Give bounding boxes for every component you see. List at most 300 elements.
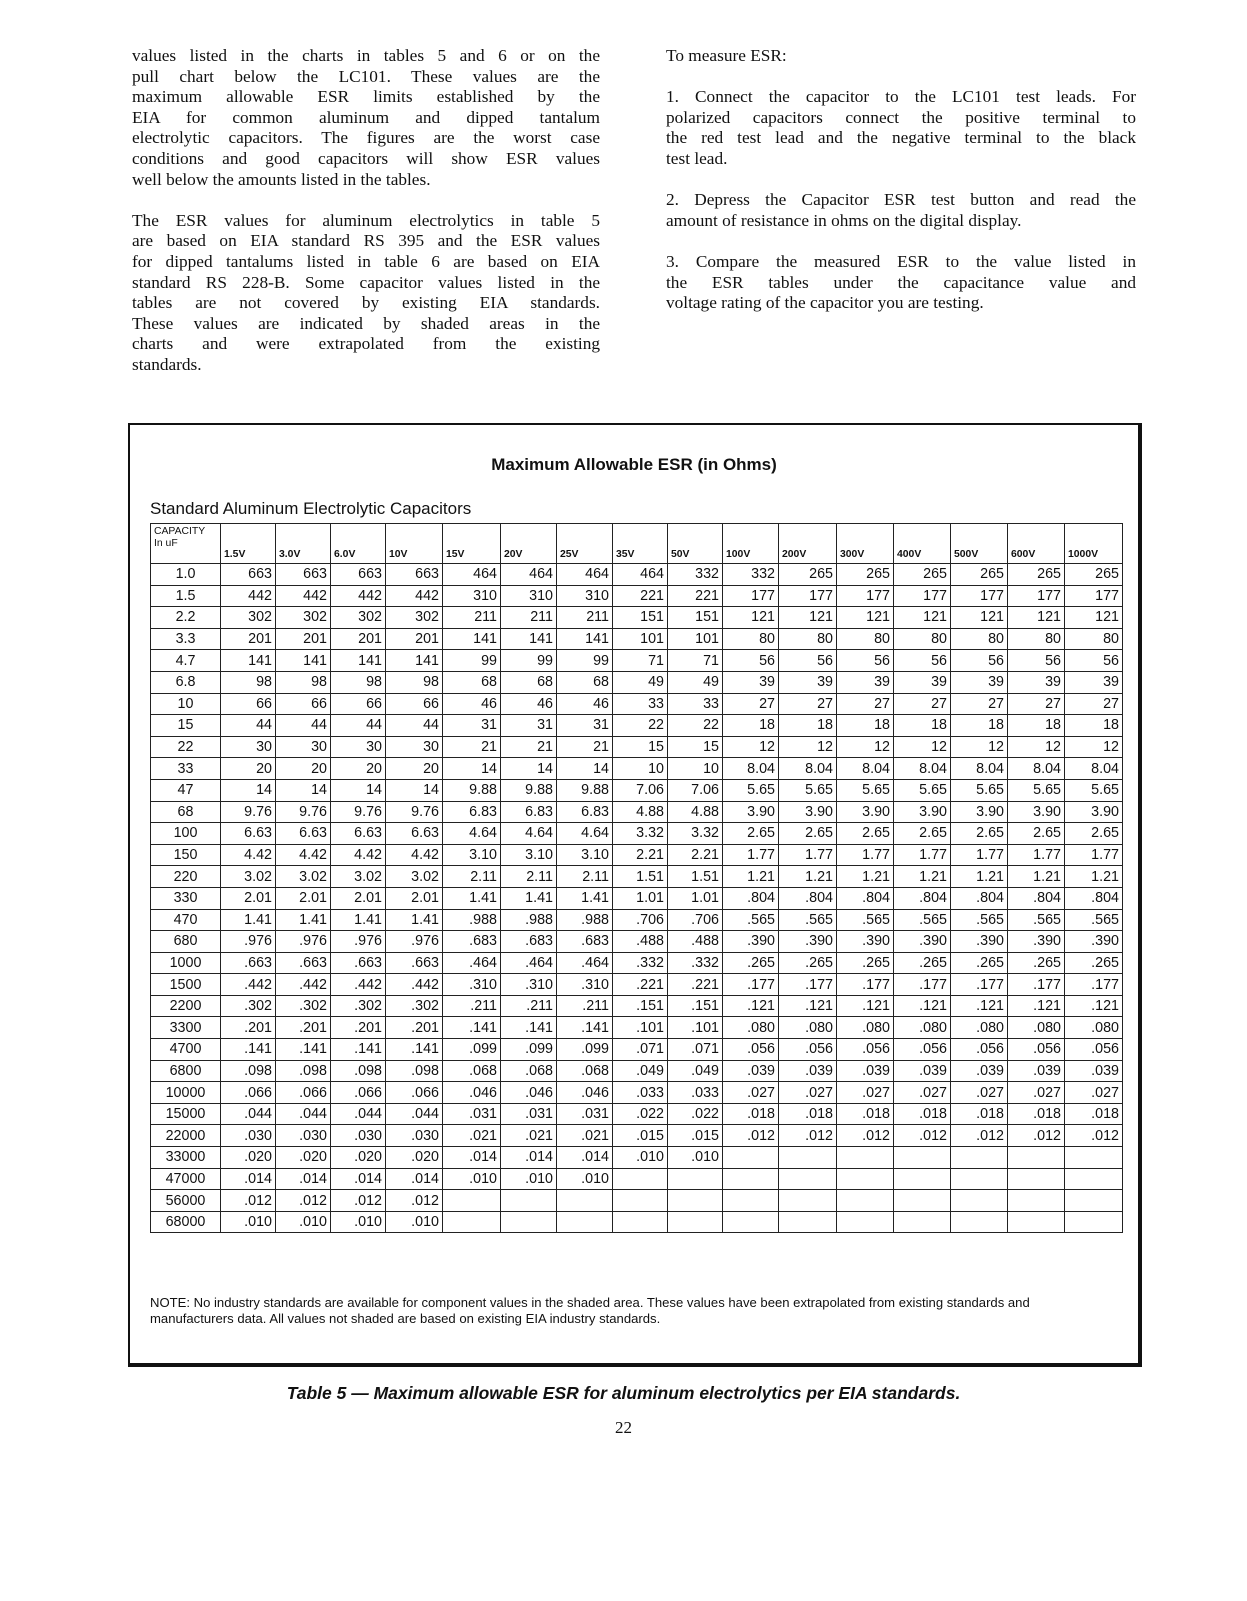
- esr-value-cell: 1.77: [951, 844, 1008, 866]
- esr-value-cell: 30: [386, 736, 443, 758]
- esr-value-cell: .012: [951, 1125, 1008, 1147]
- esr-value-cell: [668, 1211, 723, 1233]
- esr-value-cell: 9.76: [276, 801, 331, 823]
- esr-value-cell: 44: [221, 715, 276, 737]
- esr-value-cell: .010: [276, 1211, 331, 1233]
- esr-value-cell: .010: [557, 1168, 613, 1190]
- table-row: [151, 1017, 1123, 1039]
- esr-value-cell: 3.90: [1065, 801, 1123, 823]
- right-text-column: [666, 46, 1136, 334]
- esr-value-cell: .804: [779, 887, 837, 909]
- esr-value-cell: [501, 1211, 557, 1233]
- voltage-header: 6.0V: [331, 524, 386, 564]
- esr-value-cell: 39: [894, 671, 951, 693]
- esr-value-cell: .151: [668, 995, 723, 1017]
- table-row: [151, 887, 1123, 909]
- esr-value-cell: .014: [557, 1147, 613, 1169]
- esr-value-cell: 27: [1008, 693, 1065, 715]
- esr-value-cell: 14: [557, 758, 613, 780]
- text-line: voltage rating of the capacitor you are testing.: [666, 293, 984, 313]
- esr-value-cell: 27: [837, 693, 894, 715]
- esr-value-cell: 177: [951, 585, 1008, 607]
- table-row: [151, 585, 1123, 607]
- esr-value-cell: 3.02: [386, 866, 443, 888]
- text-line: pull chart below the LC101. These values are the: [132, 66, 600, 86]
- esr-value-cell: .221: [613, 974, 668, 996]
- esr-value-cell: [894, 1190, 951, 1212]
- esr-value-cell: 44: [386, 715, 443, 737]
- esr-value-cell: .039: [951, 1060, 1008, 1082]
- capacity-cell: 220: [151, 866, 221, 888]
- esr-value-cell: .080: [894, 1017, 951, 1039]
- esr-value-cell: .976: [221, 931, 276, 953]
- esr-value-cell: .390: [837, 931, 894, 953]
- esr-value-cell: .010: [613, 1147, 668, 1169]
- esr-value-cell: 99: [501, 650, 557, 672]
- capacity-cell: 10: [151, 693, 221, 715]
- esr-value-cell: 3.90: [951, 801, 1008, 823]
- esr-value-cell: .663: [276, 952, 331, 974]
- esr-value-cell: 39: [837, 671, 894, 693]
- esr-value-cell: .121: [894, 995, 951, 1017]
- esr-table-frame: [128, 423, 1142, 1367]
- esr-value-cell: .265: [723, 952, 779, 974]
- esr-value-cell: .033: [668, 1082, 723, 1104]
- esr-value-cell: 1.21: [779, 866, 837, 888]
- esr-value-cell: [443, 1190, 501, 1212]
- esr-value-cell: 71: [613, 650, 668, 672]
- table-row: [151, 823, 1123, 845]
- esr-value-cell: 3.90: [723, 801, 779, 823]
- table-row: [151, 1103, 1123, 1125]
- capacity-cell: 56000: [151, 1190, 221, 1212]
- table-row: [151, 1211, 1123, 1233]
- esr-value-cell: 66: [331, 693, 386, 715]
- esr-value-cell: 44: [276, 715, 331, 737]
- text-line: maximum allowable ESR limits established by the: [132, 87, 600, 107]
- esr-value-cell: .390: [951, 931, 1008, 953]
- table-row: [151, 671, 1123, 693]
- esr-value-cell: 141: [386, 650, 443, 672]
- esr-value-cell: [613, 1190, 668, 1212]
- esr-value-cell: 12: [1065, 736, 1123, 758]
- esr-value-cell: .056: [894, 1039, 951, 1061]
- esr-value-cell: [1008, 1190, 1065, 1212]
- esr-value-cell: .044: [276, 1103, 331, 1125]
- standards-paragraph: [132, 211, 600, 376]
- esr-value-cell: [1008, 1147, 1065, 1169]
- esr-value-cell: 7.06: [613, 779, 668, 801]
- esr-value-cell: 1.77: [1008, 844, 1065, 866]
- esr-value-cell: 201: [276, 628, 331, 650]
- esr-value-cell: .683: [443, 931, 501, 953]
- esr-value-cell: .442: [221, 974, 276, 996]
- esr-value-cell: .988: [443, 909, 501, 931]
- voltage-header: 100V: [723, 524, 779, 564]
- text-line: The ESR values for aluminum electrolytics in table 5: [132, 210, 600, 230]
- esr-value-cell: .101: [668, 1017, 723, 1039]
- text-line: conditions and good capacitors will show ESR values: [132, 148, 600, 168]
- esr-value-cell: .265: [779, 952, 837, 974]
- esr-value-cell: 98: [276, 671, 331, 693]
- esr-value-cell: .066: [276, 1082, 331, 1104]
- esr-value-cell: 39: [779, 671, 837, 693]
- esr-value-cell: .066: [386, 1082, 443, 1104]
- esr-value-cell: 1.51: [668, 866, 723, 888]
- esr-value-cell: .056: [951, 1039, 1008, 1061]
- esr-value-cell: .098: [221, 1060, 276, 1082]
- esr-value-cell: 27: [894, 693, 951, 715]
- table-row: [151, 1082, 1123, 1104]
- esr-value-cell: .464: [443, 952, 501, 974]
- esr-value-cell: .177: [894, 974, 951, 996]
- esr-value-cell: 9.76: [331, 801, 386, 823]
- esr-value-cell: .121: [837, 995, 894, 1017]
- esr-value-cell: 442: [331, 585, 386, 607]
- esr-value-cell: .211: [501, 995, 557, 1017]
- step-3: [666, 252, 1136, 314]
- esr-value-cell: 21: [557, 736, 613, 758]
- esr-value-cell: 6.63: [221, 823, 276, 845]
- esr-value-cell: 2.65: [723, 823, 779, 845]
- esr-value-cell: [894, 1168, 951, 1190]
- capacity-header-label: CAPACITY: [154, 526, 206, 537]
- esr-value-cell: 121: [1008, 607, 1065, 629]
- capacity-cell: 15: [151, 715, 221, 737]
- esr-value-cell: .071: [613, 1039, 668, 1061]
- table-row: [151, 715, 1123, 737]
- capacity-header-unit: In uF: [154, 538, 178, 549]
- esr-value-cell: .565: [951, 909, 1008, 931]
- esr-value-cell: 8.04: [723, 758, 779, 780]
- esr-value-cell: .177: [779, 974, 837, 996]
- esr-value-cell: 21: [501, 736, 557, 758]
- esr-value-cell: [894, 1211, 951, 1233]
- esr-value-cell: 7.06: [668, 779, 723, 801]
- esr-value-cell: 80: [779, 628, 837, 650]
- text-line: charts and were extrapolated from the existing: [132, 334, 600, 354]
- esr-value-cell: .022: [613, 1103, 668, 1125]
- esr-value-cell: 121: [723, 607, 779, 629]
- esr-value-cell: 27: [951, 693, 1008, 715]
- esr-value-cell: .390: [779, 931, 837, 953]
- esr-value-cell: .027: [894, 1082, 951, 1104]
- esr-value-cell: 141: [331, 650, 386, 672]
- esr-value-cell: 27: [1065, 693, 1123, 715]
- capacity-cell: 6.8: [151, 671, 221, 693]
- esr-value-cell: .804: [837, 887, 894, 909]
- esr-value-cell: .390: [1065, 931, 1123, 953]
- esr-value-cell: .056: [723, 1039, 779, 1061]
- esr-value-cell: 2.21: [668, 844, 723, 866]
- esr-value-cell: 18: [1008, 715, 1065, 737]
- esr-value-cell: [1065, 1168, 1123, 1190]
- esr-value-cell: 80: [723, 628, 779, 650]
- esr-value-cell: .488: [613, 931, 668, 953]
- esr-value-cell: .044: [331, 1103, 386, 1125]
- esr-value-cell: [1008, 1211, 1065, 1233]
- esr-value-cell: .099: [557, 1039, 613, 1061]
- esr-value-cell: 2.65: [837, 823, 894, 845]
- esr-value-cell: 2.11: [443, 866, 501, 888]
- esr-value-cell: [1008, 1168, 1065, 1190]
- table-row: [151, 758, 1123, 780]
- esr-value-cell: .039: [723, 1060, 779, 1082]
- esr-value-cell: 265: [1065, 564, 1123, 586]
- table-row: [151, 779, 1123, 801]
- esr-value-cell: [668, 1190, 723, 1212]
- esr-value-cell: .663: [331, 952, 386, 974]
- esr-value-cell: .012: [276, 1190, 331, 1212]
- esr-value-cell: [1065, 1190, 1123, 1212]
- esr-value-cell: 15: [668, 736, 723, 758]
- esr-value-cell: .015: [613, 1125, 668, 1147]
- esr-value-cell: .265: [837, 952, 894, 974]
- table-row: [151, 931, 1123, 953]
- esr-value-cell: [723, 1211, 779, 1233]
- capacity-cell: 4.7: [151, 650, 221, 672]
- esr-value-cell: 46: [443, 693, 501, 715]
- voltage-header: 200V: [779, 524, 837, 564]
- voltage-header: 50V: [668, 524, 723, 564]
- esr-value-cell: 68: [501, 671, 557, 693]
- esr-value-cell: .021: [443, 1125, 501, 1147]
- table-row: [151, 844, 1123, 866]
- esr-value-cell: 310: [557, 585, 613, 607]
- esr-value-cell: 1.41: [443, 887, 501, 909]
- esr-value-cell: .141: [221, 1039, 276, 1061]
- esr-value-cell: 1.21: [723, 866, 779, 888]
- text-line: polarized capacitors connect the positive terminal to: [666, 107, 1136, 127]
- esr-value-cell: .265: [951, 952, 1008, 974]
- esr-value-cell: .141: [276, 1039, 331, 1061]
- esr-value-cell: .071: [668, 1039, 723, 1061]
- text-line: are based on EIA standard RS 395 and the ESR values: [132, 231, 600, 251]
- esr-value-cell: 18: [723, 715, 779, 737]
- capacity-cell: 68: [151, 801, 221, 823]
- esr-value-cell: .010: [443, 1168, 501, 1190]
- esr-value-cell: .302: [331, 995, 386, 1017]
- table-row: [151, 801, 1123, 823]
- esr-value-cell: 22: [613, 715, 668, 737]
- esr-value-cell: 31: [443, 715, 501, 737]
- esr-value-cell: .177: [951, 974, 1008, 996]
- esr-value-cell: .020: [276, 1147, 331, 1169]
- esr-value-cell: .151: [613, 995, 668, 1017]
- esr-value-cell: .706: [668, 909, 723, 931]
- esr-value-cell: [951, 1147, 1008, 1169]
- esr-value-cell: 4.42: [221, 844, 276, 866]
- capacity-cell: 150: [151, 844, 221, 866]
- voltage-header: 500V: [951, 524, 1008, 564]
- capacity-cell: 3300: [151, 1017, 221, 1039]
- esr-value-cell: 141: [501, 628, 557, 650]
- esr-value-cell: 1.77: [837, 844, 894, 866]
- esr-value-cell: .141: [386, 1039, 443, 1061]
- esr-value-cell: 31: [501, 715, 557, 737]
- text-line: 2. Depress the Capacitor ESR test button and read the: [666, 190, 1136, 210]
- esr-value-cell: 10: [668, 758, 723, 780]
- esr-value-cell: 20: [386, 758, 443, 780]
- text-line: standards.: [132, 354, 202, 374]
- table-row: [151, 736, 1123, 758]
- esr-value-cell: .021: [557, 1125, 613, 1147]
- voltage-header: 25V: [557, 524, 613, 564]
- esr-value-cell: [613, 1211, 668, 1233]
- esr-value-cell: .177: [837, 974, 894, 996]
- capacity-cell: 330: [151, 887, 221, 909]
- text-line: test lead.: [666, 148, 728, 168]
- esr-value-cell: 15: [613, 736, 668, 758]
- esr-value-cell: 4.42: [276, 844, 331, 866]
- text-line: the red test lead and the negative terminal to the black: [666, 128, 1136, 148]
- table-row: [151, 1190, 1123, 1212]
- esr-value-cell: 18: [837, 715, 894, 737]
- esr-value-cell: .056: [837, 1039, 894, 1061]
- voltage-header: 1000V: [1065, 524, 1123, 564]
- step-1: [666, 87, 1136, 169]
- voltage-header: 400V: [894, 524, 951, 564]
- capacity-cell: 6800: [151, 1060, 221, 1082]
- esr-value-cell: 211: [501, 607, 557, 629]
- esr-value-cell: 101: [613, 628, 668, 650]
- esr-value-cell: .706: [613, 909, 668, 931]
- esr-value-cell: 4.88: [613, 801, 668, 823]
- esr-value-cell: 177: [1065, 585, 1123, 607]
- table-row: [151, 650, 1123, 672]
- esr-value-cell: 332: [723, 564, 779, 586]
- esr-value-cell: 56: [723, 650, 779, 672]
- esr-value-cell: 2.65: [779, 823, 837, 845]
- esr-value-cell: [951, 1190, 1008, 1212]
- esr-value-cell: 211: [557, 607, 613, 629]
- esr-value-cell: 5.65: [723, 779, 779, 801]
- esr-value-cell: .010: [221, 1211, 276, 1233]
- esr-value-cell: .683: [557, 931, 613, 953]
- esr-value-cell: 1.21: [837, 866, 894, 888]
- text-line: well below the amounts listed in the tables.: [132, 169, 431, 189]
- esr-value-cell: .442: [276, 974, 331, 996]
- text-line: electrolytic capacitors. The figures are the worst case: [132, 128, 600, 148]
- esr-value-cell: .039: [894, 1060, 951, 1082]
- esr-value-cell: 5.65: [1065, 779, 1123, 801]
- esr-value-cell: .018: [951, 1103, 1008, 1125]
- esr-value-cell: 39: [1065, 671, 1123, 693]
- text-line: These values are indicated by shaded areas in the: [132, 313, 600, 333]
- table-body: [151, 564, 1123, 1233]
- esr-value-cell: 6.63: [276, 823, 331, 845]
- esr-value-cell: .010: [668, 1147, 723, 1169]
- esr-value-cell: .010: [331, 1211, 386, 1233]
- esr-value-cell: .049: [613, 1060, 668, 1082]
- esr-value-cell: 1.77: [1065, 844, 1123, 866]
- esr-value-cell: 39: [1008, 671, 1065, 693]
- esr-value-cell: .310: [443, 974, 501, 996]
- esr-value-cell: 20: [331, 758, 386, 780]
- capacity-cell: 33000: [151, 1147, 221, 1169]
- esr-value-cell: 1.41: [386, 909, 443, 931]
- esr-value-cell: 2.65: [1065, 823, 1123, 845]
- esr-value-cell: 5.65: [837, 779, 894, 801]
- esr-value-cell: 3.32: [613, 823, 668, 845]
- esr-value-cell: 33: [613, 693, 668, 715]
- esr-value-cell: 201: [331, 628, 386, 650]
- esr-value-cell: .020: [221, 1147, 276, 1169]
- table-row: [151, 995, 1123, 1017]
- esr-value-cell: 310: [443, 585, 501, 607]
- esr-value-cell: .302: [276, 995, 331, 1017]
- capacity-cell: 470: [151, 909, 221, 931]
- esr-value-cell: .027: [779, 1082, 837, 1104]
- esr-value-cell: 141: [276, 650, 331, 672]
- esr-value-cell: 14: [501, 758, 557, 780]
- esr-value-cell: [557, 1190, 613, 1212]
- esr-value-cell: .201: [386, 1017, 443, 1039]
- esr-value-cell: 1.41: [276, 909, 331, 931]
- esr-value-cell: 12: [723, 736, 779, 758]
- esr-value-cell: .390: [1008, 931, 1065, 953]
- capacity-cell: 1000: [151, 952, 221, 974]
- esr-value-cell: 121: [1065, 607, 1123, 629]
- measure-heading: [666, 46, 1136, 67]
- esr-value-cell: .804: [1008, 887, 1065, 909]
- table-row: [151, 607, 1123, 629]
- esr-value-cell: 121: [951, 607, 1008, 629]
- esr-value-cell: 151: [668, 607, 723, 629]
- esr-value-cell: 201: [386, 628, 443, 650]
- esr-value-cell: .018: [894, 1103, 951, 1125]
- esr-value-cell: 464: [613, 564, 668, 586]
- text-line: values listed in the charts in tables 5 and 6 or on the: [132, 46, 600, 65]
- esr-value-cell: 98: [331, 671, 386, 693]
- esr-value-cell: .066: [331, 1082, 386, 1104]
- esr-value-cell: .014: [501, 1147, 557, 1169]
- esr-value-cell: [613, 1168, 668, 1190]
- esr-value-cell: .099: [443, 1039, 501, 1061]
- esr-value-cell: .014: [386, 1168, 443, 1190]
- esr-value-cell: .020: [331, 1147, 386, 1169]
- esr-value-cell: .056: [779, 1039, 837, 1061]
- esr-value-cell: .302: [386, 995, 443, 1017]
- esr-value-cell: 2.01: [276, 887, 331, 909]
- esr-value-cell: 18: [1065, 715, 1123, 737]
- table-row: [151, 564, 1123, 586]
- esr-value-cell: 3.10: [501, 844, 557, 866]
- esr-value-cell: .211: [557, 995, 613, 1017]
- esr-value-cell: 98: [386, 671, 443, 693]
- esr-value-cell: .015: [668, 1125, 723, 1147]
- esr-value-cell: 265: [837, 564, 894, 586]
- table-row: [151, 1147, 1123, 1169]
- esr-value-cell: 177: [894, 585, 951, 607]
- esr-value-cell: 8.04: [779, 758, 837, 780]
- esr-value-cell: .027: [1008, 1082, 1065, 1104]
- esr-value-cell: [1065, 1147, 1123, 1169]
- esr-value-cell: 56: [951, 650, 1008, 672]
- esr-value-cell: [837, 1147, 894, 1169]
- capacity-cell: 1.0: [151, 564, 221, 586]
- table-title: Maximum Allowable ESR (in Ohms): [491, 455, 777, 474]
- esr-value-cell: 56: [1008, 650, 1065, 672]
- esr-value-cell: 44: [331, 715, 386, 737]
- esr-value-cell: .031: [443, 1103, 501, 1125]
- esr-value-cell: .098: [331, 1060, 386, 1082]
- esr-value-cell: 2.11: [557, 866, 613, 888]
- esr-value-cell: 33: [668, 693, 723, 715]
- esr-value-cell: .080: [723, 1017, 779, 1039]
- esr-value-cell: .464: [557, 952, 613, 974]
- esr-value-cell: .018: [837, 1103, 894, 1125]
